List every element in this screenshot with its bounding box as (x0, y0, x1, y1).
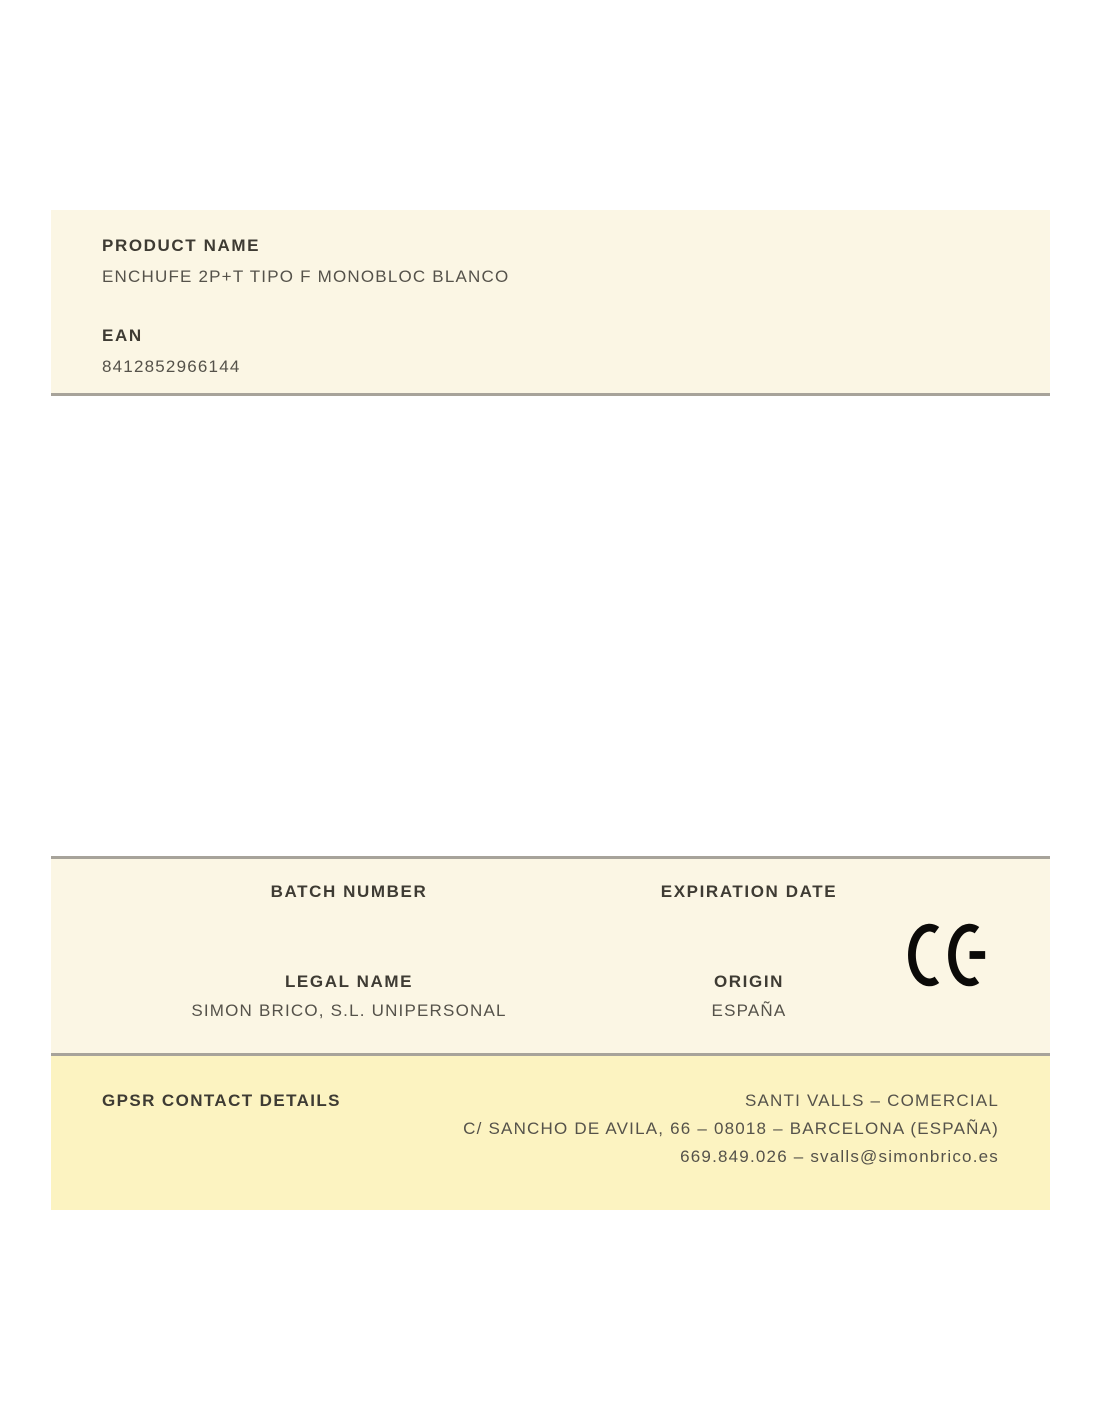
ean-value: 8412852966144 (102, 357, 241, 376)
legal-name-label: LEGAL NAME (284, 972, 414, 991)
batch-legal-section (51, 856, 1050, 1056)
product-name-label: PRODUCT NAME (102, 236, 261, 255)
gpsr-contact-phone-email: 669.849.026 – svalls@simonbrico.es (680, 1147, 999, 1166)
expiration-date-label: EXPIRATION DATE (660, 882, 838, 901)
gpsr-contact-person: SANTI VALLS – COMERCIAL (744, 1091, 999, 1110)
legal-name-value: SIMON BRICO, S.L. UNIPERSONAL (191, 1001, 507, 1020)
product-info-section (51, 210, 1050, 396)
gpsr-contact-address: C/ SANCHO DE AVILA, 66 – 08018 – BARCELONA (ESPAÑA) (463, 1119, 999, 1138)
origin-value: ESPAÑA (711, 1001, 787, 1020)
batch-number-label: BATCH NUMBER (270, 882, 428, 901)
gpsr-contact-details-label: GPSR CONTACT DETAILS (102, 1091, 341, 1110)
product-name-value: ENCHUFE 2P+T TIPO F MONOBLOC BLANCO (102, 267, 510, 286)
ean-label: EAN (102, 326, 143, 345)
origin-label: ORIGIN (713, 972, 785, 991)
gpsr-contact-block (463, 1087, 999, 1171)
ce-mark-icon (908, 923, 992, 987)
gpsr-contact-section (51, 1056, 1050, 1210)
